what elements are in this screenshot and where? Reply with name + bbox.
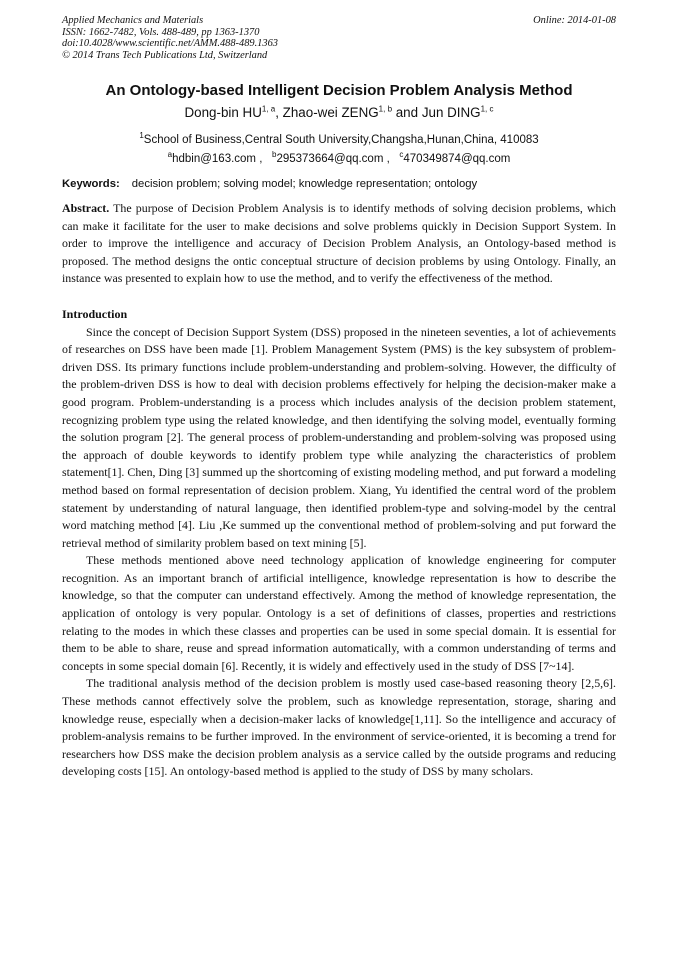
paper-body [62,200,616,781]
author-name: Dong-bin HU [184,105,262,120]
affiliation-sup: 1 [139,131,144,141]
author-separator: and [392,105,422,120]
author-sup: 1, a [261,104,276,114]
paper-title: An Ontology-based Intelligent Decision Problem Analysis Method [105,82,573,99]
affiliation [62,133,616,147]
author-separator: , [275,105,283,120]
doi-line: doi:10.4028/www.scientific.net/AMM.488-489.1363 [62,38,278,50]
author-list [62,104,616,122]
email-list: $^a$hdbin@163.com , $^b$295373664@qq.com , $^c$470349874@qq.com [167,150,511,165]
issn-line: ISSN: 1662-7482, Vols. 488-489, pp 1363-1370 [62,26,260,38]
section-heading: Introduction [62,306,128,321]
email-address[interactable]: 470349874@qq.com [403,153,511,165]
email-sup: b [272,150,277,160]
keywords [62,177,616,191]
email-sup: c [399,150,404,160]
abstract-label: Abstract. [62,201,110,215]
body-paragraph: Since the concept of Decision Support System (DSS) proposed in the nineteen seventies, a lot of achievements of researches on DSS have been made [1]. Problem Management System (PMS) is the key subsystem of problem-driven DSS. Its primary functions include problem-understanding and problem-solving. However, the difficulty of the problem-driven DSS is how to deal with decision problems effectively for helping the decision-maker make a good program. Problem-understanding is a process which includes analysis of the decision problem statement, recognizing problem type using the related knowledge, and then identifying the solving model, eventually forming the solution program [2]. The general process of problem-understanding and problem-solving was proposed using the approach of double keywords to identify problem type while analyzing the characteristics of problem statement[1]. Chen, Ding [3] summed up the shortcoming of existing modeling method, and put forward a modeling method based on formal representation of decision problem. Xiang, Yu identified the central word of the problem statement by understanding of natural language, then identified problem-type and solving-model by the central word matching method [4]. Liu ,Ke summed up the conventional method of problem-solving and put forward the retrieval method of similarity problem based on text mining [5]. [62,324,616,550]
author-sup: 1, c [480,104,494,114]
keywords-text: decision problem; solving model; knowledge representation; ontology [131,178,478,190]
abstract-text: The purpose of Decision Problem Analysis is to identify methods of solving decision problems, which can make it facilitate for the user to make decisions and solve problems quickly in Decision Support System. In order to improve the intelligence and accuracy of Decision Problem Analysis, an Ontology-based method is proposed. The method designs the ontic conceptual structure of decision problems by using Ontology. Finally, an instance was presented to explain how to use the method, and to verify the effectiveness of the method. [62,201,616,286]
email-address[interactable]: hdbin@163.com [172,153,257,165]
author-name: Jun DING [421,105,481,120]
copyright-line: © 2014 Trans Tech Publications Ltd, Switzerland [62,49,268,61]
journal-name: Applied Mechanics and Materials [62,15,204,26]
affiliation-text: School of Business,Central South University,Changsha,Hunan,China, 410083 [143,134,539,146]
abstract [62,200,616,288]
author-name: Zhao-wei ZENG [282,105,379,120]
email-sup: a [167,150,173,160]
body-paragraph: The traditional analysis method of the decision problem is mostly used case-based reasoning theory [2,5,6]. These methods cannot effectively solve the problem, such as knowledge representation, storage, sharing and knowledge reuse, especially when a decision-maker lacks of knowledge[1,11]. So the intelligence and accuracy of problem-analysis remains to be further improved. In the environment of service-oriented, it is becoming a trend for researchers how DSS make the decision problem analysis as a service called by the outside programs and reducing developing costs [15]. An ontology-based method is applied to the study of DSS by many scholars. [62,676,616,779]
online-date: Online: 2014-01-08 [533,15,616,26]
author-sup: 1, b [378,104,393,114]
body-paragraph: These methods mentioned above need technology application of knowledge engineering for computer recognition. As an important branch of artificial intelligence, knowledge representation is how to describe the knowledge, so that the computer can understand effectively. Among the method of knowledge representation, the application of ontology is very popular. Ontology is a set of definitions of classes, properties and restrictions relating to the modes in which these classes and properties can be used in some special domain. It is essential for them to be able to share, reuse and spread information automatically, with a common understanding of terms and concepts in some special domain [6]. Recently, it is widely and effectively used in the study of DSS [7~14]. [62,553,616,673]
email-address[interactable]: 295373664@qq.com [276,153,384,165]
journal-header [62,15,616,61]
keywords-label: Keywords: [62,178,120,190]
